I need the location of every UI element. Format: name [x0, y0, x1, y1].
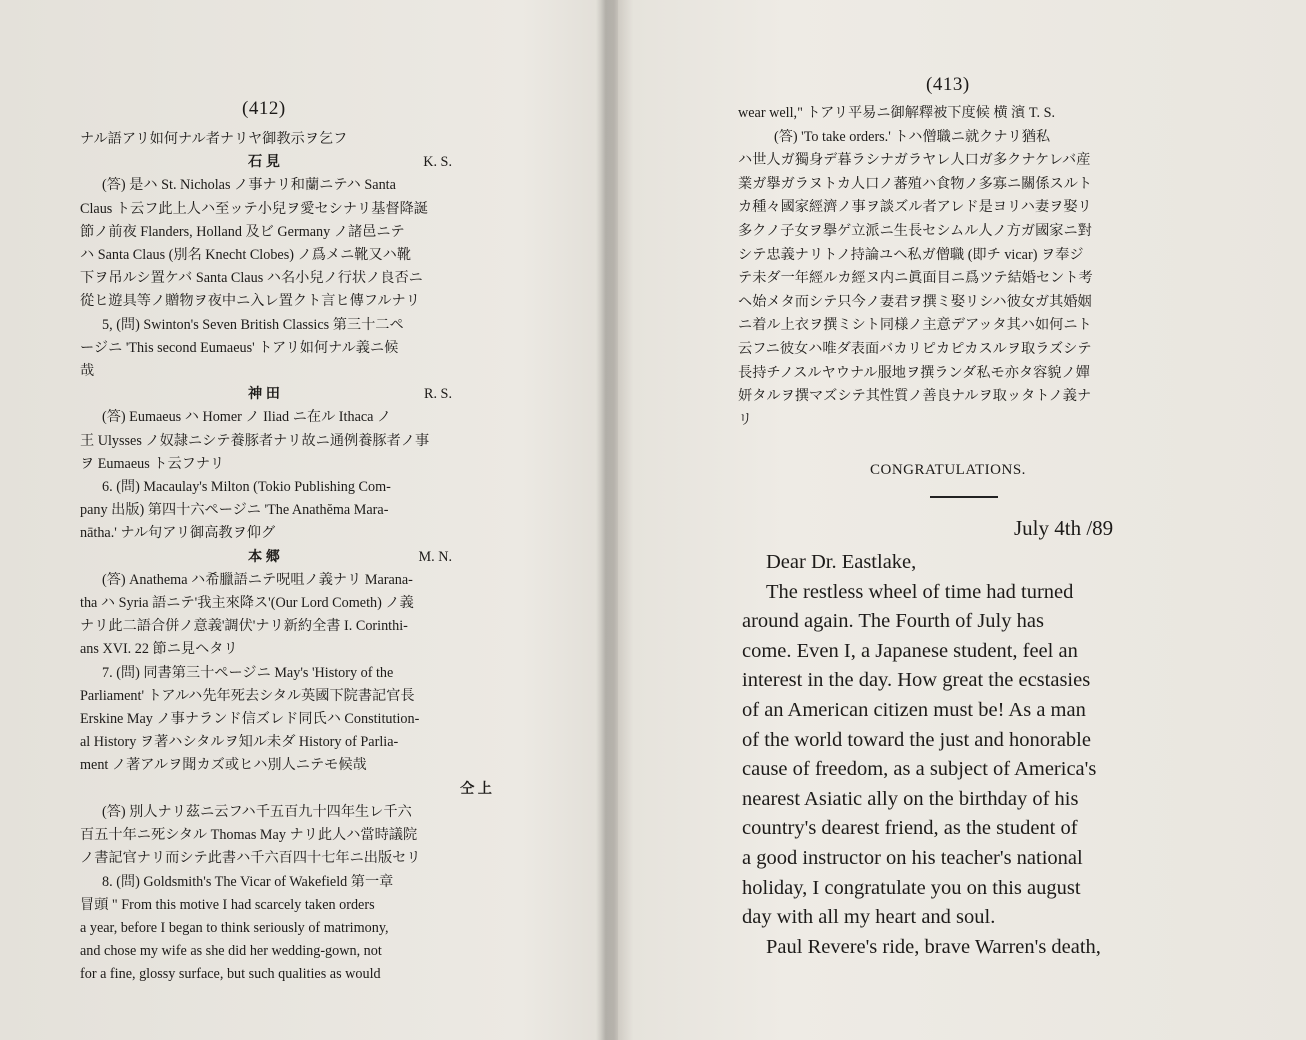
text-line: a good instructor on his teacher's national: [742, 846, 1083, 869]
page-number-left: (412): [242, 98, 286, 119]
text-line: ージニ 'This second Eumaeus' トアリ如何ナル義ニ候: [80, 339, 399, 356]
text-line: (答) 別人ナリ茲ニ云フハ千五百九十四年生レ千六: [102, 803, 412, 820]
text-line: ハ Santa Claus (別名 Knecht Clobes) ノ爲メニ靴又ハ靴: [80, 247, 412, 264]
correspondent-initials: M. N.: [418, 548, 452, 565]
left-page: [0, 0, 596, 1040]
text-line: al History ヲ著ハシタルヲ知ル未ダ History of Parlia-: [80, 734, 399, 751]
text-line: ヲ Eumaeus ト云フナリ: [80, 455, 225, 472]
text-line: 7. (問) 同書第三十ページニ May's 'History of the: [102, 664, 394, 681]
text-line: of the world toward the just and honorable: [742, 728, 1091, 751]
text-line: ナル語アリ如何ナル者ナリヤ御教示ヲ乞フ: [80, 131, 348, 147]
correspondent-line: [80, 778, 492, 801]
text-line: a year, before I began to think seriously of matrimony,: [80, 919, 389, 936]
text-line: (答) Eumaeus ハ Homer ノ Iliad ニ在ル Ithaca ノ: [102, 409, 392, 426]
text-line: Parliament' トアルハ先年死去シタル英國下院書記官長: [80, 687, 415, 704]
text-line: ニ着ル上衣ヲ撰ミシト同様ノ主意デアッタ其ハ如何ニト: [738, 317, 1092, 334]
text-line: ment ノ著アルヲ聞カズ或ヒハ別人ニテモ候哉: [80, 757, 367, 774]
text-line: 5, (問) Swinton's Seven British Classics 第三十二ペ: [102, 316, 404, 333]
page-number-right: (413): [926, 74, 970, 95]
correspondent-name: 神 田: [248, 386, 280, 403]
text-line: カ種々國家經濟ノ事ヲ談ズル者アレド是ヨリハ妻ヲ娶リ: [738, 199, 1092, 216]
correspondent-name: 本 郷: [248, 548, 280, 565]
text-line: interest in the day. How great the ecstasies: [742, 669, 1091, 692]
text-line: nearest Asiatic ally on the birthday of his: [742, 787, 1079, 810]
text-line: ナリ此二語合併ノ意義'調伏'ナリ新約全書 I. Corinthi-: [80, 618, 408, 635]
text-line: 妍タルヲ撰マズシテ其性質ノ善良ナルヲ取ッタトノ義ナ: [738, 388, 1092, 405]
text-line: wear well," トアリ平易ニ御解釋被下度候 横 濱 T. S.: [738, 105, 1056, 121]
text-line: 6. (問) Macaulay's Milton (Tokio Publishing Com-: [102, 479, 391, 496]
text-line: Claus ト云フ此上人ハ至ッテ小兒ヲ愛セシナリ基督降誕: [80, 200, 428, 217]
text-line: ハ世人ガ獨身デ暮ラシナガラヤレ人口ガ多クナケレバ産: [738, 152, 1091, 169]
text-line: come. Even I, a Japanese student, feel an: [742, 639, 1078, 662]
text-line: 云フニ彼女ハ唯ダ表面バカリピカピカスルヲ取ラズシテ: [738, 340, 1092, 357]
text-line: 業ガ擧ガラヌトカ人口ノ蕃殖ハ食物ノ多寡ニ關係スルト: [738, 175, 1093, 192]
correspondent-line: [80, 151, 492, 174]
text-line: ノ書記官ナリ而シテ此書ハ千六百四十七年ニ出版セリ: [80, 850, 421, 867]
book-gutter: [596, 0, 618, 1040]
text-line: 長持チノスルヤウナル服地ヲ撰ランダ私モ亦タ容貌ノ嬋: [738, 364, 1090, 381]
text-line: 哉: [80, 363, 95, 380]
section-heading: CONGRATULATIONS.: [870, 462, 1026, 478]
text-line: 從ヒ遊具等ノ贈物ヲ夜中ニ入レ置クト言ヒ傳フルナリ: [80, 293, 420, 310]
text-line: cause of freedom, as a subject of America's: [742, 758, 1097, 781]
text-line: 王 Ulysses ノ奴隷ニシテ養豚者ナリ故ニ通例養豚者ノ事: [80, 432, 430, 449]
correspondent-line: [80, 383, 492, 406]
text-line: day with all my heart and soul.: [742, 906, 996, 929]
text-line: (答) Anathema ハ希臘語ニテ呪咀ノ義ナリ Marana-: [102, 571, 413, 588]
text-line: テ未ダ一年經ルカ經ヌ内ニ眞面目ニ爲ツテ結婚セント考: [738, 270, 1093, 287]
correspondent-initials: K. S.: [423, 154, 452, 171]
text-line: of an American citizen must be! As a man: [742, 698, 1086, 721]
text-line: 下ヲ吊ルシ置ケバ Santa Claus ハ名小兒ノ行状ノ良否ニ: [80, 270, 423, 287]
text-line: 百五十年ニ死シタル Thomas May ナリ此人ハ當時議院: [80, 827, 418, 844]
correspondent-initials: R. S.: [424, 386, 452, 403]
correspondent-line: [80, 546, 492, 569]
text-line: nātha.' ナル句アリ御高教ヲ仰グ: [80, 525, 276, 542]
text-line: リ: [738, 411, 753, 428]
heading-rule: [930, 496, 998, 498]
text-line: 冒頭 " From this motive I had scarcely taken orders: [80, 896, 375, 913]
text-line: holiday, I congratulate you on this august: [742, 876, 1081, 899]
right-page-answer-text: [738, 102, 1196, 432]
text-line: (答) 是ハ St. Nicholas ノ事ナリ和蘭ニテハ Santa: [102, 177, 396, 194]
text-line: The restless wheel of time had turned: [766, 580, 1074, 603]
letter-date: July 4th /89: [1014, 516, 1114, 540]
text-line: Erskine May ノ事ナランド信ズレド同氏ハ Constitution-: [80, 711, 420, 728]
text-line: around again. The Fourth of July has: [742, 610, 1044, 633]
text-line: Paul Revere's ride, brave Warren's death,: [766, 935, 1101, 958]
text-line: ヘ始メタ而シテ只今ノ妻君ヲ撰ミ娶リシハ彼女ガ其婚姻: [738, 293, 1092, 310]
text-line: 8. (問) Goldsmith's The Vicar of Wakefield 第一章: [102, 873, 394, 890]
text-line: Dear Dr. Eastlake,: [766, 551, 917, 573]
text-line: シテ忠義ナリトノ持論ユヘ私ガ僧職 (即チ vicar) ヲ奉ジ: [738, 246, 1084, 263]
text-line: tha ハ Syria 語ニテ'我主來降ス'(Our Lord Cometh) ノ義: [80, 595, 414, 612]
text-line: country's dearest friend, as the student of: [742, 817, 1078, 840]
text-line: and chose my wife as she did her wedding-gown, not: [80, 943, 382, 960]
text-line: 多クノ子女ヲ擧ゲ立派ニ生長セシムル人ノ方ガ國家ニ對: [738, 222, 1092, 239]
text-line: ans XVI. 22 節ニ見ヘタリ: [80, 641, 238, 658]
left-page-text: [80, 128, 492, 987]
correspondent-name: 仝 上: [460, 780, 492, 797]
text-line: 節ノ前夜 Flanders, Holland 及ビ Germany ノ諸邑ニテ: [80, 223, 405, 240]
correspondent-name: 石 見: [248, 154, 280, 171]
letter-body: [742, 548, 1198, 962]
text-line: (答) 'To take orders.' トハ僧職ニ就クナリ猶私: [774, 128, 1051, 145]
text-line: pany 出版) 第四十六ページニ 'The Anathĕma Mara-: [80, 502, 389, 519]
text-line: for a fine, glossy surface, but such qualities as would: [80, 966, 381, 983]
